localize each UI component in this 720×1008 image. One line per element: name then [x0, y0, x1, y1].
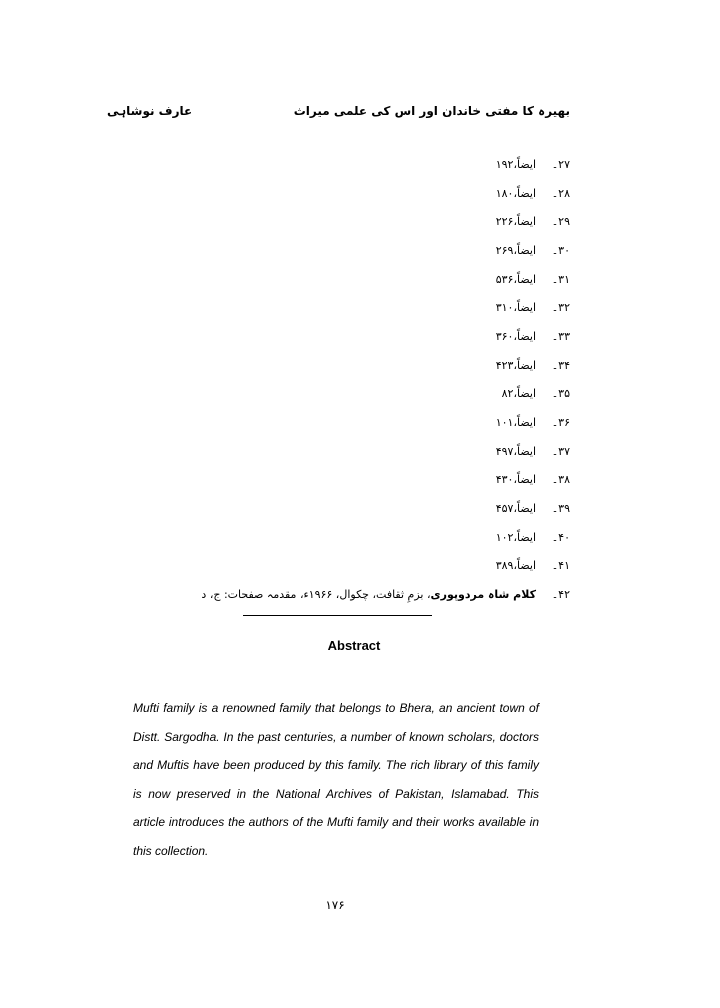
header-title: بھیرہ کا مفتی خاندان اور اس کی علمی میراث [293, 104, 570, 118]
footnote-item: ۳۹۔ ایضاً،۴۵۷ [495, 502, 570, 516]
page-number: ۱۷۶ [325, 898, 345, 912]
citation-details: ، بزمِ ثقافت، چکوال، ۱۹۶۶ء، مقدمہ صفحات: ج، د [201, 588, 431, 602]
footnote-item: ۳۵۔ ایضاً،۸۲ [501, 387, 570, 401]
book-title: کلام شاہ مردوپوری [430, 588, 536, 602]
footnote-item: ۳۰۔ ایضاً،۲۶۹ [495, 243, 570, 257]
separator-rule [243, 615, 432, 616]
footnote-item: ۳۶۔ ایضاً،۱۰۱ [495, 416, 570, 430]
footnote-item: ۳۳۔ ایضاً،۳۶۰ [495, 329, 570, 343]
abstract-title: Abstract [327, 638, 381, 653]
footnote-item: ۳۱۔ ایضاً،۵۳۶ [495, 272, 570, 286]
header-author: عارف نوشاہی [107, 104, 193, 118]
abstract-body: Mufti family is a renowned family that belongs to Bhera, an ancient town of Distt. Sargodha. In the past centuries, a number of known scholars, doctors and Muftis have been produced by this family. The rich library of this family is now preserved in the National Archives of Pakistan, Islamabad. This article introduces the authors of the Mufti family and their works available in this collection. [133, 701, 539, 858]
footnote-item: ۳۸۔ ایضاً،۴۳۰ [495, 473, 570, 487]
footnote-item: ۳۴۔ ایضاً،۴۲۳ [495, 358, 570, 372]
footnote-item: ۳۷۔ ایضاً،۴۹۷ [495, 444, 570, 458]
footnote-item: ۳۲۔ ایضاً،۳۱۰ [495, 301, 570, 315]
footnote-item-last: ۴۲۔ کلام شاہ مردوپوری، بزمِ ثقافت، چکوال، ۱۹۶۶ء، مقدمہ صفحات: ج، د [201, 588, 570, 602]
footnote-item: ۴۱۔ ایضاً،۳۸۹ [495, 559, 570, 573]
footnote-item: ۲۷۔ ایضاً،۱۹۲ [495, 157, 570, 171]
footnote-item: ۴۰۔ ایضاً،۱۰۲ [495, 530, 570, 544]
footnote-list [130, 150, 570, 609]
footnote-item: ۲۹۔ ایضاً،۲۲۶ [495, 215, 570, 229]
footnote-item: ۲۸۔ ایضاً،۱۸۰ [495, 186, 570, 200]
